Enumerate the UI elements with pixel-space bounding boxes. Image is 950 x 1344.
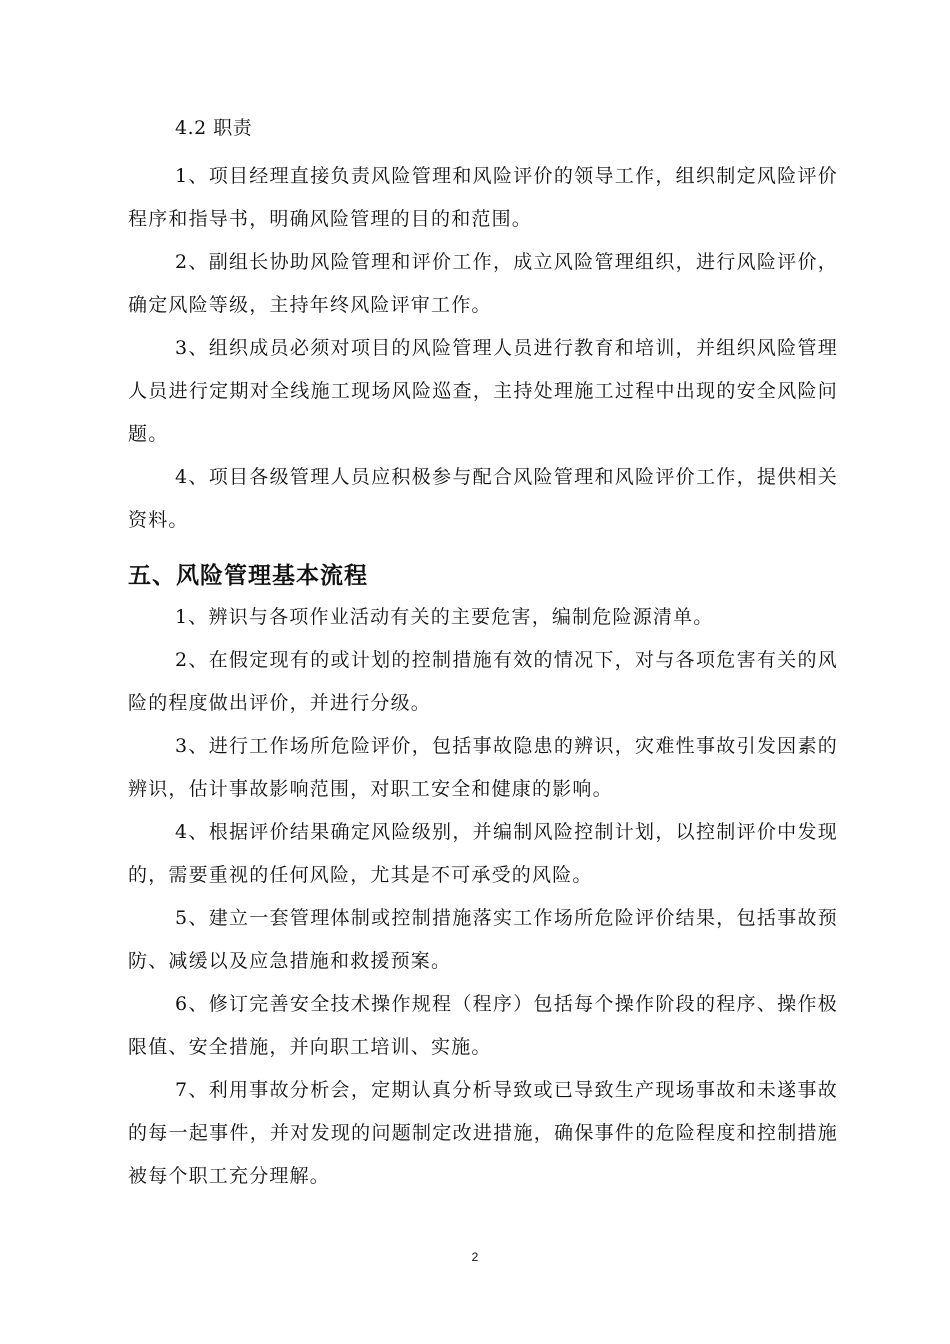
- process-item: 1、辨识与各项作业活动有关的主要危害，编制危险源清单。: [175, 606, 714, 628]
- page-content: [128, 107, 838, 1198]
- process-item: 2、在假定现有的或计划的控制措施有效的情况下，对与各项危害有关的风险的程度做出评价，并进行分级。: [128, 649, 838, 714]
- process-item: 6、修订完善安全技术操作规程（程序）包括每个操作阶段的程序、操作极限值、安全措施，并向职工培训、实施。: [128, 993, 838, 1058]
- responsibility-list: [128, 155, 838, 542]
- page-number: 2: [471, 1250, 479, 1264]
- process-item: 4、根据评价结果确定风险级别，并编制风险控制计划，以控制评价中发现的，需要重视的任何风险，尤其是不可承受的风险。: [128, 821, 838, 886]
- process-item: 7、利用事故分析会，定期认真分析导致或已导致生产现场事故和未遂事故的每一起事件，并对发现的问题制定改进措施，确保事件的危险程度和控制措施被每个职工充分理解。: [128, 1079, 838, 1187]
- subsection-title: 4.2 职责: [175, 117, 253, 139]
- responsibility-item: 1、项目经理直接负责风险管理和风险评价的领导工作，组织制定风险评价程序和指导书，明确风险管理的目的和范围。: [128, 165, 838, 230]
- process-list: [128, 596, 838, 1198]
- section-heading: 五、风险管理基本流程: [128, 563, 368, 589]
- process-item: 3、进行工作场所危险评价，包括事故隐患的辨识，灾难性事故引发因素的辨识，估计事故影响范围，对职工安全和健康的影响。: [128, 735, 838, 800]
- responsibility-item: 3、组织成员必须对项目的风险管理人员进行教育和培训，并组织风险管理人员进行定期对全线施工现场风险巡查，主持处理施工过程中出现的安全风险问题。: [128, 337, 838, 445]
- responsibility-item: 4、项目各级管理人员应积极参与配合风险管理和风险评价工作，提供相关资料。: [128, 466, 838, 531]
- responsibility-item: 2、副组长协助风险管理和评价工作，成立风险管理组织，进行风险评价，确定风险等级，主持年终风险评审工作。: [128, 251, 838, 316]
- process-item: 5、建立一套管理体制或控制措施落实工作场所危险评价结果，包括事故预防、减缓以及应急措施和救援预案。: [128, 907, 838, 972]
